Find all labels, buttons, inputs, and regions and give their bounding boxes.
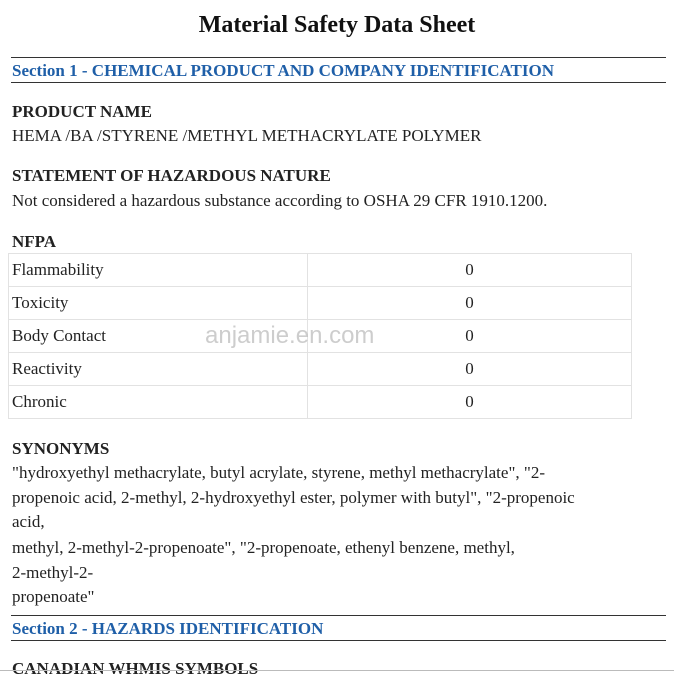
document-title: Material Safety Data Sheet — [198, 12, 476, 38]
synonyms-line: propenoate" — [12, 587, 95, 606]
synonyms-heading: SYNONYMS — [12, 439, 110, 458]
table-row — [9, 386, 632, 419]
nfpa-label-flammability: Flammability — [9, 254, 308, 287]
hazard-statement-heading: STATEMENT OF HAZARDOUS NATURE — [12, 166, 331, 185]
nfpa-heading: NFPA — [12, 232, 57, 251]
nfpa-label-body-contact: Body Contact — [9, 320, 308, 353]
product-name-value: HEMA /BA /STYRENE /METHYL METHACRYLATE POLYMER — [12, 126, 482, 145]
section-1-header — [11, 57, 666, 83]
canadian-whmis-heading: CANADIAN WHMIS SYMBOLS — [12, 659, 259, 674]
hazard-statement-text: Not considered a hazardous substance according to OSHA 29 CFR 1910.1200. — [12, 191, 548, 210]
table-row — [9, 353, 632, 386]
synonyms-line: methyl, 2-methyl-2-propenoate", "2-propenoate, ethenyl benzene, methyl, — [12, 538, 515, 557]
section-2-title: Section 2 - HAZARDS IDENTIFICATION — [12, 619, 324, 638]
nfpa-label-toxicity: Toxicity — [9, 287, 308, 320]
synonyms-line: "hydroxyethyl methacrylate, butyl acrylate, styrene, methyl methacrylate", "2- — [12, 463, 545, 482]
section-2-header — [11, 615, 666, 641]
nfpa-value-flammability: 0 — [308, 254, 632, 287]
section-1-title: Section 1 - CHEMICAL PRODUCT AND COMPANY IDENTIFICATION — [12, 61, 554, 80]
table-row — [9, 287, 632, 320]
synonyms-line: propenoic acid, 2-methyl, 2-hydroxyethyl ester, polymer with butyl", "2-propenoic — [12, 488, 575, 507]
bottom-divider — [0, 670, 674, 671]
product-name-heading: PRODUCT NAME — [12, 102, 152, 121]
synonyms-line: acid, — [12, 512, 45, 531]
nfpa-value-body-contact: 0 — [308, 320, 632, 353]
nfpa-value-reactivity: 0 — [308, 353, 632, 386]
synonyms-line: 2-methyl-2- — [12, 563, 94, 582]
watermark: anjamie.en.com — [205, 322, 375, 349]
nfpa-value-toxicity: 0 — [308, 287, 632, 320]
nfpa-value-chronic: 0 — [308, 386, 632, 419]
nfpa-label-reactivity: Reactivity — [9, 353, 308, 386]
nfpa-label-chronic: Chronic — [9, 386, 308, 419]
table-row — [9, 254, 632, 287]
